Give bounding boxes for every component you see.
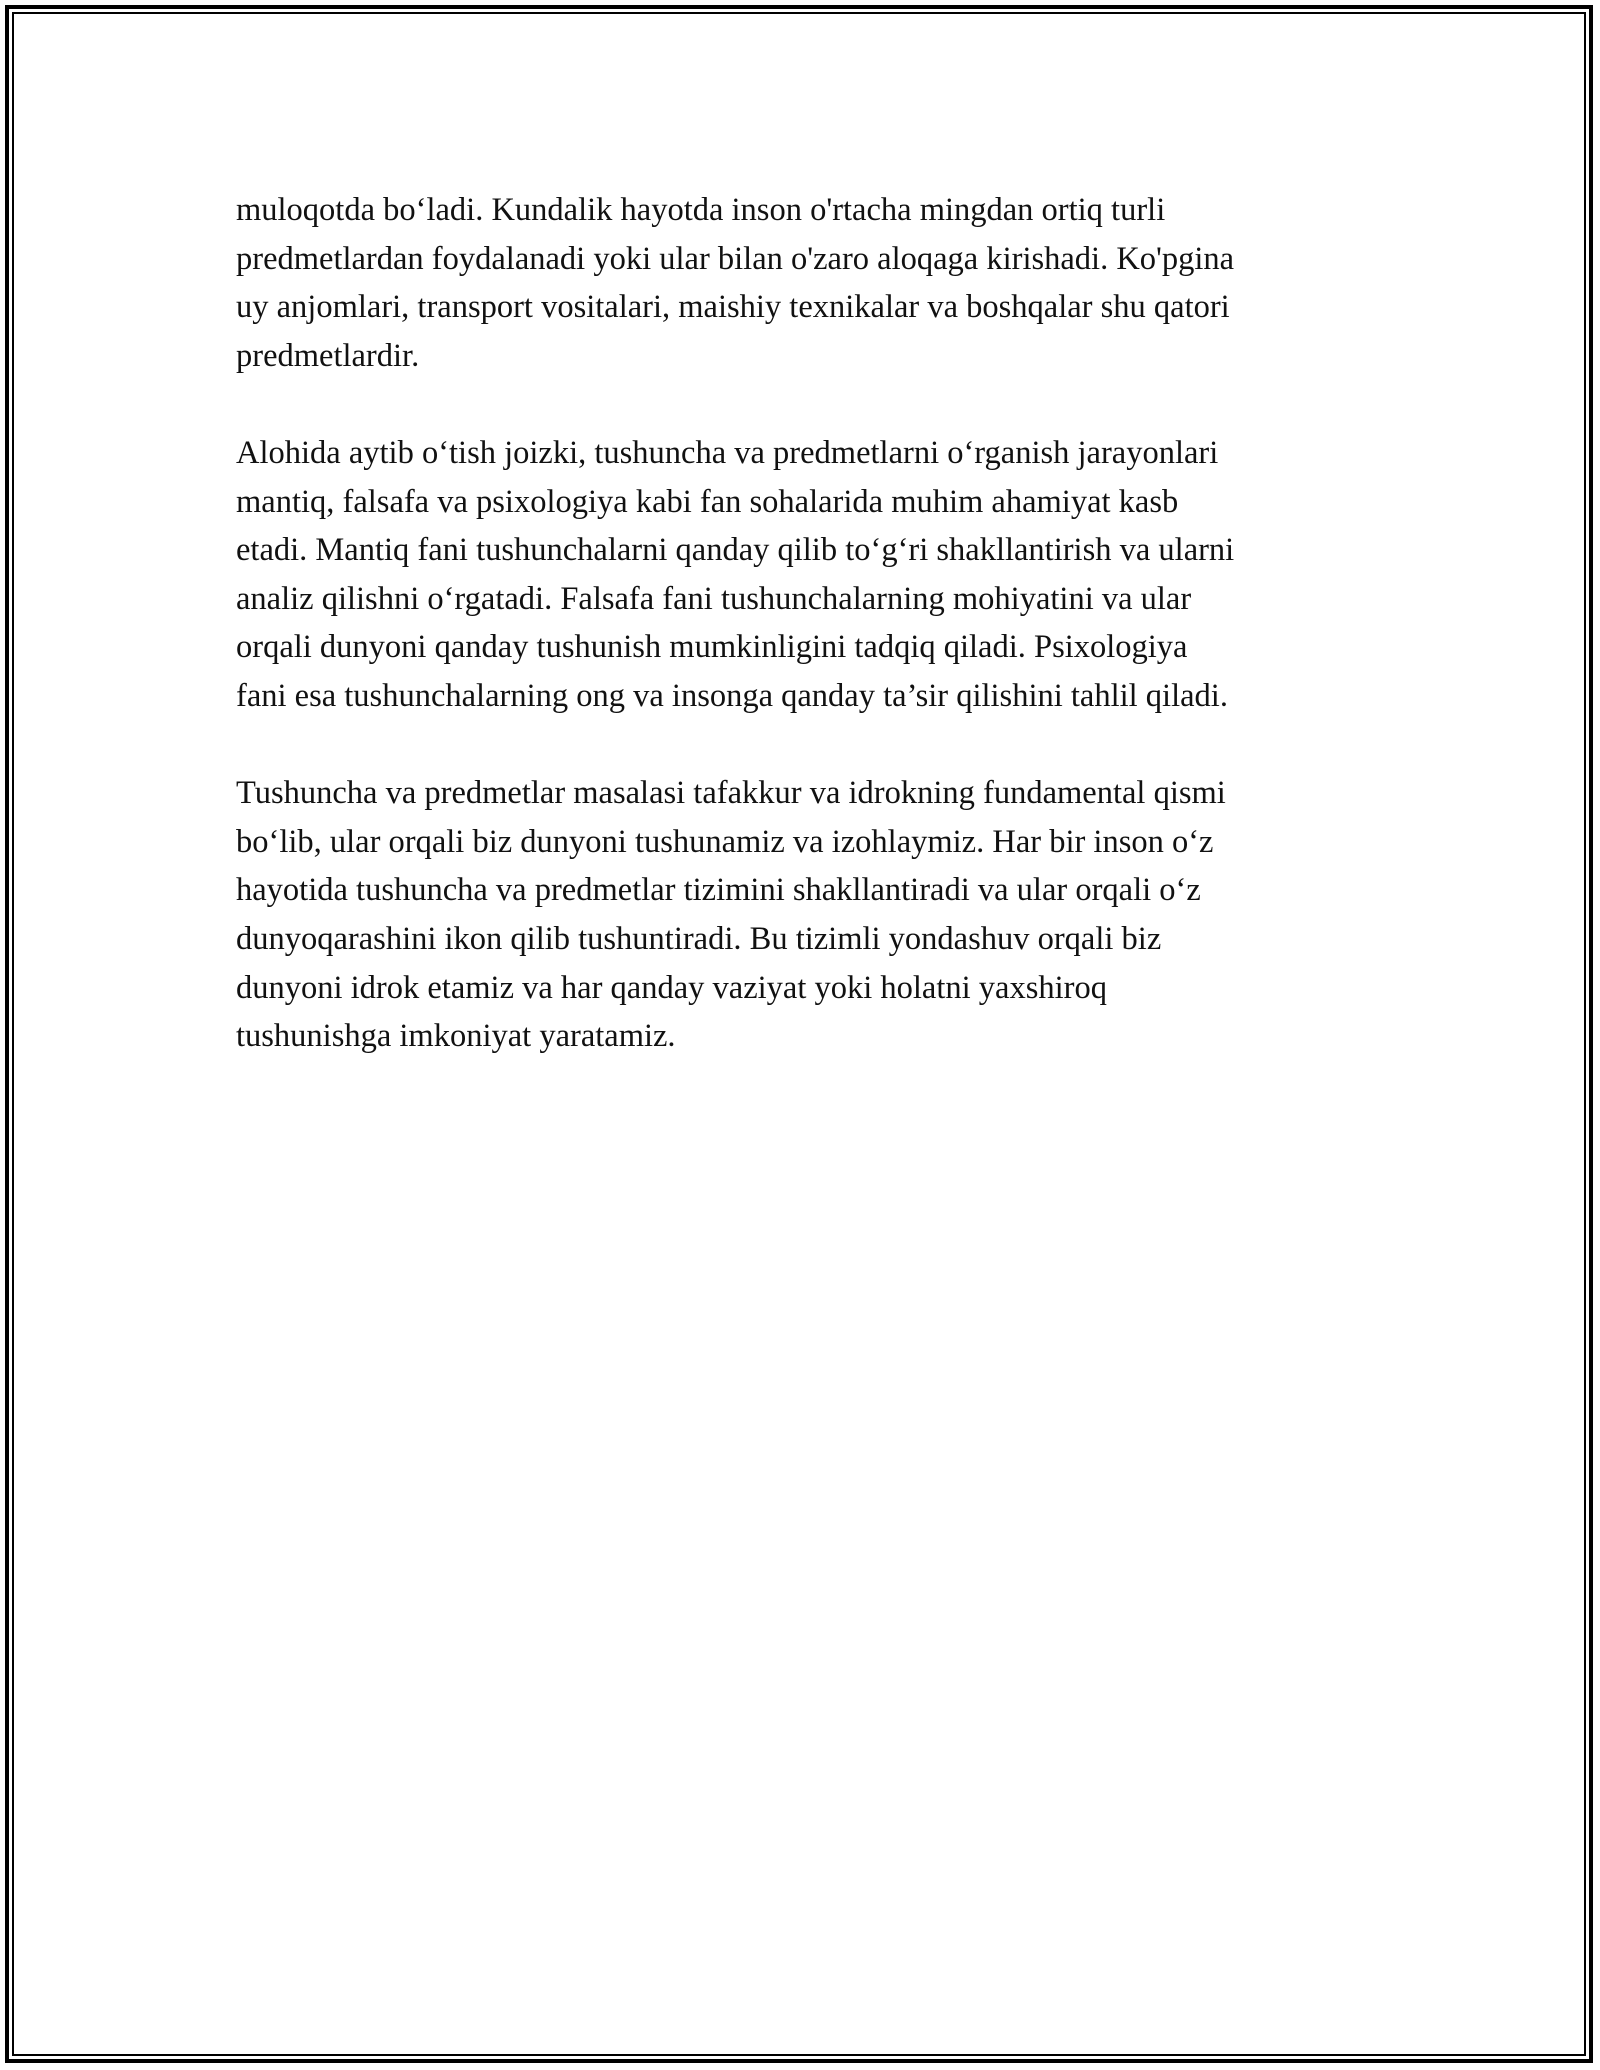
text-line: uy anjomlari, transport vositalari, maishiy texnikalar va boshqalar shu qatori xyxy=(236,289,1230,326)
text-line: bo‘lib, ular orqali biz dunyoni tushunamiz va izohlaymiz. Har bir inson o‘z xyxy=(236,823,1214,860)
text-line: predmetlardan foydalanadi yoki ular bilan o'zaro aloqaga kirishadi. Ko'pgina xyxy=(236,240,1235,277)
text-line: analiz qilishni o‘rgatadi. Falsafa fani tushunchalarning mohiyatini va ular xyxy=(236,580,1192,617)
document-body xyxy=(236,186,1364,1109)
text-line: tushunishga imkoniyat yaratamiz. xyxy=(236,1018,676,1055)
text-line: etadi. Mantiq fani tushunchalarni qanday qilib to‘g‘ri shakllantirish va ularni xyxy=(236,532,1235,569)
paragraph-2 xyxy=(236,429,1364,721)
text-line: hayotida tushuncha va predmetlar tizimini shakllantiradi va ular orqali o‘z xyxy=(236,872,1201,909)
paragraph-1 xyxy=(236,186,1364,380)
text-line: fani esa tushunchalarning ong va insonga qanday ta’sir qilishini tahlil qiladi. xyxy=(236,677,1228,714)
text-line: muloqotda bo‘ladi. Kundalik hayotda inson o'rtacha mingdan ortiq turli xyxy=(236,192,1166,228)
text-line: dunyoni idrok etamiz va har qanday vaziyat yoki holatni yaxshiroq xyxy=(236,969,1107,1006)
text-line: Alohida aytib o‘tish joizki, tushuncha va predmetlarni o‘rganish jarayonlari xyxy=(236,434,1219,471)
text-line: orqali dunyoni qanday tushunish mumkinligini tadqiq qiladi. Psixologiya xyxy=(236,629,1188,666)
text-line: Tushuncha va predmetlar masalasi tafakkur va idrokning fundamental qismi xyxy=(236,775,1226,812)
text-line: predmetlardir. xyxy=(236,337,420,374)
text-line: dunyoqarashini ikon qilib tushuntiradi. Bu tizimli yondashuv orqali biz xyxy=(236,920,1162,957)
text-line: mantiq, falsafa va psixologiya kabi fan sohalarida muhim ahamiyat kasb xyxy=(236,483,1179,520)
paragraph-3 xyxy=(236,769,1364,1061)
